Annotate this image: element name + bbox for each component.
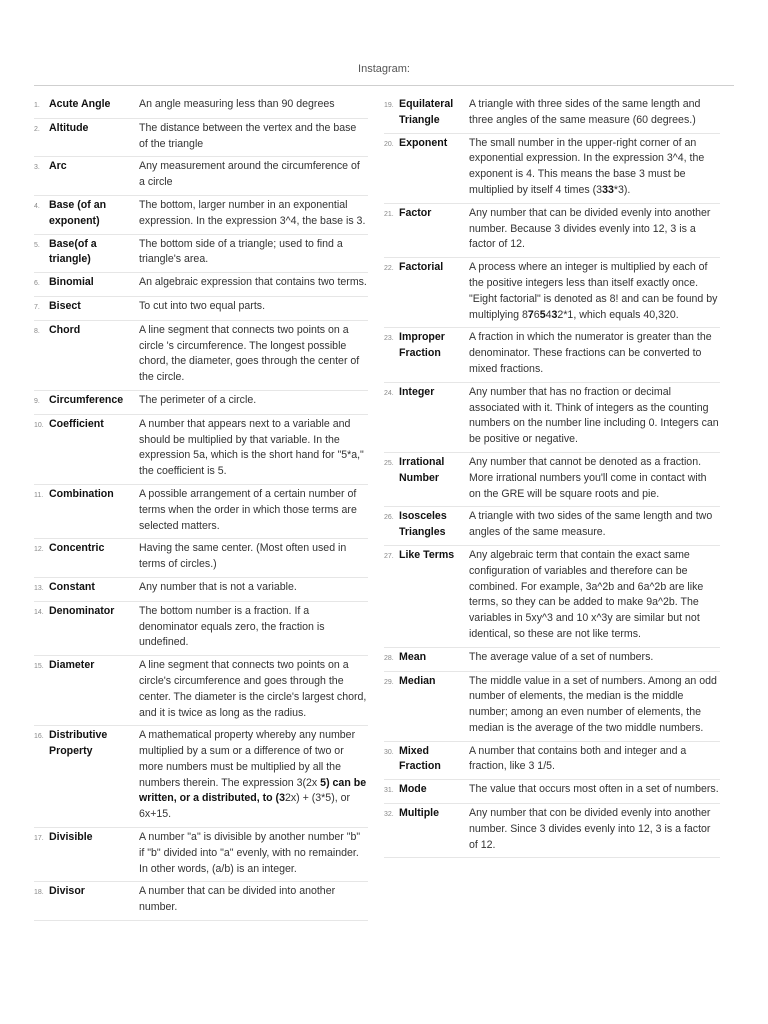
definition-segment: 2x) + (3*5), or 6x+15. (139, 792, 351, 821)
entry-number: 4. (34, 202, 40, 210)
entry-term: Altitude (49, 121, 89, 134)
entry-number: 17. (34, 835, 44, 843)
entry-term: Mixed Fraction (399, 744, 441, 773)
entry-number: 19. (384, 102, 394, 109)
entry-term: Bisect (49, 299, 81, 312)
entry-term: Base(of a triangle) (49, 237, 97, 266)
right-column (384, 95, 720, 858)
glossary-entry (384, 258, 720, 328)
glossary-entry (384, 383, 720, 453)
entry-definition: The average value of a set of numbers. (469, 650, 654, 663)
entry-definition: The distance between the vertex and the base of the triangle (139, 121, 357, 150)
entry-term: Distributive Property (49, 729, 108, 758)
header-divider (34, 85, 734, 86)
glossary-entry (384, 742, 720, 781)
entry-definition: A triangle with two sides of the same length and two angles of the same measure. (469, 510, 713, 539)
entry-definition: A line segment that connects two points on a circle's circumference and goes through the center. The diameter is the circle's largest chord, and it is twice as long as the radius. (139, 659, 367, 719)
entry-definition: Any number that has no fraction or decimal associated with it. Think of integers as the counting numbers on the number line including 0. Integers can be positive or negative. (469, 385, 719, 446)
entry-term: Divisible (49, 831, 93, 844)
entry-number: 16. (34, 733, 44, 741)
glossary-entry (34, 196, 368, 235)
entry-number: 25. (384, 459, 394, 467)
entry-definition: An angle measuring less than 90 degrees (139, 98, 335, 110)
entry-definition: A triangle with three sides of the same length and three angles of the same measure (60 degrees.) (469, 98, 701, 126)
entry-number: 31. (384, 787, 394, 795)
entry-term: Improper Fraction (399, 331, 445, 360)
entry-number: 24. (384, 389, 394, 397)
glossary-entry (384, 648, 720, 672)
entry-term: Combination (49, 487, 114, 500)
definition-segment: 6 (533, 308, 540, 321)
glossary-entry (34, 273, 368, 297)
entry-definition: The bottom number is a fraction. If a denominator equals zero, the fraction is undefined. (139, 604, 325, 649)
entry-number: 13. (34, 584, 44, 592)
entry-term: Factorial (399, 261, 444, 274)
page-header-title: Instagram: (358, 63, 410, 75)
left-column (34, 95, 368, 921)
entry-number: 7. (34, 303, 40, 311)
entry-number: 2. (34, 125, 40, 133)
entry-term: Acute Angle (49, 98, 111, 110)
entry-number: 18. (34, 889, 44, 897)
entry-term: Concentric (49, 542, 105, 555)
entry-definition: To cut into two equal parts. (139, 299, 266, 312)
entry-definition: A possible arrangement of a certain number of terms when the order in which those terms are selected matters. (139, 487, 357, 532)
entry-definition: A fraction in which the numerator is greater than the denominator. These fractions can be converted to mixed fractions. (469, 331, 712, 375)
entry-number: 10. (34, 421, 44, 429)
definition-segment: 5) can be written, or a distributed, to (3 (139, 776, 367, 805)
glossary-entry (384, 453, 720, 507)
entry-term: Binomial (49, 276, 94, 289)
entry-definition: A number that contains both and integer and a fraction, like 3 1/5. (469, 744, 687, 773)
entry-number: 14. (34, 608, 44, 616)
entry-definition: Any number that is not a variable. (139, 580, 297, 593)
entry-number: 22. (384, 265, 394, 273)
entry-number: 12. (34, 546, 44, 554)
entry-number: 27. (384, 552, 394, 560)
entry-number: 26. (384, 514, 394, 522)
entry-number: 8. (34, 327, 40, 335)
entry-number: 15. (34, 663, 44, 671)
glossary-entry (384, 507, 720, 546)
glossary-entry (384, 95, 720, 134)
glossary-entry (384, 546, 720, 648)
glossary-entry (34, 656, 368, 726)
definition-segment: 3 (551, 308, 558, 321)
entry-term: Median (399, 674, 436, 687)
entry-number: 5. (34, 241, 40, 249)
entry-term: Coefficient (49, 417, 104, 430)
glossary-entry (34, 602, 368, 656)
entry-term: Diameter (49, 659, 95, 672)
glossary-entry (34, 726, 368, 828)
entry-definition (469, 260, 720, 323)
glossary-entry (34, 119, 368, 158)
definition-segment: 33 (602, 183, 614, 196)
entry-term: Chord (49, 323, 81, 336)
entry-definition: The bottom side of a triangle; used to find a triangle's area. (139, 237, 343, 266)
entry-definition: Any measurement around the circumference of a circle (139, 160, 360, 189)
entry-definition: The perimeter of a circle. (139, 393, 257, 406)
definition-segment: 5 (539, 308, 546, 321)
entry-definition: Any number that cannot be denoted as a fraction. More irrational numbers you'll come in contact with on the GRE will be square roots and pie. (469, 455, 707, 500)
entry-definition: A line segment that connects two points on a circle 's circumference. The longest possible chord, the diameter, goes through the center of the circle. (139, 323, 360, 384)
entry-number: 32. (384, 811, 394, 819)
entry-definition: Having the same center. (Most often used in terms of circles.) (139, 542, 347, 571)
entry-term: Mean (399, 650, 427, 663)
entry-term: Isosceles Triangles (399, 510, 447, 539)
entry-definition (469, 136, 720, 199)
entry-number: 23. (384, 335, 394, 343)
glossary-entry (34, 882, 368, 921)
definition-segment: 7 (527, 308, 534, 321)
glossary-entry (384, 328, 720, 382)
entry-term: Irrational Number (399, 455, 445, 484)
entry-number: 20. (384, 140, 394, 148)
entry-number: 30. (384, 748, 394, 756)
definition-segment: A mathematical property whereby any number multiplied by a sum or a difference of two or more numbers must be multiplied by all the numbers therein. The expression 3(2x (139, 729, 356, 789)
entry-term: Arc (49, 160, 67, 173)
entry-number: 9. (34, 397, 40, 405)
glossary-entry (384, 204, 720, 258)
entry-definition: The value that occurs most often in a set of numbers. (469, 783, 719, 796)
glossary-entry (384, 780, 720, 804)
entry-number: 28. (384, 654, 394, 662)
entry-term: Divisor (49, 885, 85, 898)
glossary-entry (34, 297, 368, 321)
glossary-entry (34, 539, 368, 578)
glossary-entry (34, 95, 368, 119)
definition-segment: 2*1, which equals 40,320. (557, 308, 679, 321)
entry-term: Circumference (49, 393, 124, 406)
definition-segment: The small number in the upper-right corner of an exponential expression. In the expression 3^4, the exponent is 4. This means the base 3 must be multiplied by itself 4 times (3 (469, 136, 705, 196)
entry-term: Constant (49, 580, 95, 593)
glossary-entry (34, 235, 368, 274)
entry-term: Multiple (399, 807, 440, 820)
definition-segment: 4 (545, 308, 552, 321)
entry-term: Like Terms (399, 548, 455, 561)
entry-term: Denominator (49, 604, 115, 617)
glossary-entry (34, 391, 368, 415)
glossary-entry (384, 804, 720, 858)
glossary-entry (34, 321, 368, 391)
glossary-entry (34, 485, 368, 539)
entry-definition: Any number that can be divided evenly into another number. Because 3 divides evenly into 12, 3 is a factor of 12. (469, 206, 711, 251)
entry-definition (139, 728, 368, 823)
entry-number: 21. (384, 210, 394, 218)
entry-number: 29. (384, 678, 394, 686)
entry-definition: Any number that con be divided evenly into another number. Since 3 divides evenly into 12, 3 is a factor of 12. (469, 807, 711, 851)
entry-definition: The bottom, larger number in an exponential expression. In the expression 3^4, the base is 3. (139, 198, 366, 227)
entry-definition: A number that can be divided into another number. (139, 885, 336, 914)
entry-term: Base (of an exponent) (49, 198, 107, 227)
entry-definition: Any algebraic term that contain the exact same configuration of variables and therefore can be combined. For example, 3a^2b and 6a^2b are like terms, so they can be added to make 9a^2b. The variables in 5xy^3 and 10 x^3y are similar but not identical, so these are not like terms. (469, 548, 704, 640)
glossary-entry (34, 157, 368, 196)
entry-term: Factor (399, 206, 432, 219)
entry-term: Exponent (399, 136, 448, 149)
entry-term: Mode (399, 783, 427, 796)
entry-number: 11. (34, 491, 44, 499)
glossary-entry (34, 828, 368, 882)
glossary-entry (384, 134, 720, 204)
entry-definition: A number "a" is divisible by another number "b" if "b" divided into "a" evenly, with no remainder. In other words, (a/b) is an integer. (139, 831, 361, 875)
entry-term: Integer (399, 385, 435, 398)
entry-number: 3. (34, 164, 40, 172)
definition-segment: A process where an integer is multiplied by each of the positive integers less than itself exactly once. "Eight factorial" is denoted as 8! and can be found by multiplying 8 (469, 261, 718, 321)
glossary-entry (34, 415, 368, 485)
entry-number: 6. (34, 280, 40, 288)
glossary-entry (384, 672, 720, 742)
glossary-entry (34, 578, 368, 602)
definition-segment: *3). (613, 183, 631, 196)
entry-definition: The middle value in a set of numbers. Among an odd number of elements, the median is the middle number; among an even number of elements, the median is the average of the two middle numbers. (469, 674, 717, 734)
entry-definition: A number that appears next to a variable and should be multiplied by that variable. In the expression 5a, which is the short hand for "5*a," the coefficient is 5. (139, 417, 364, 478)
entry-definition: An algebraic expression that contains two terms. (139, 276, 367, 289)
entry-number: 1. (34, 102, 40, 109)
entry-term: Equilateral Triangle (399, 98, 454, 126)
